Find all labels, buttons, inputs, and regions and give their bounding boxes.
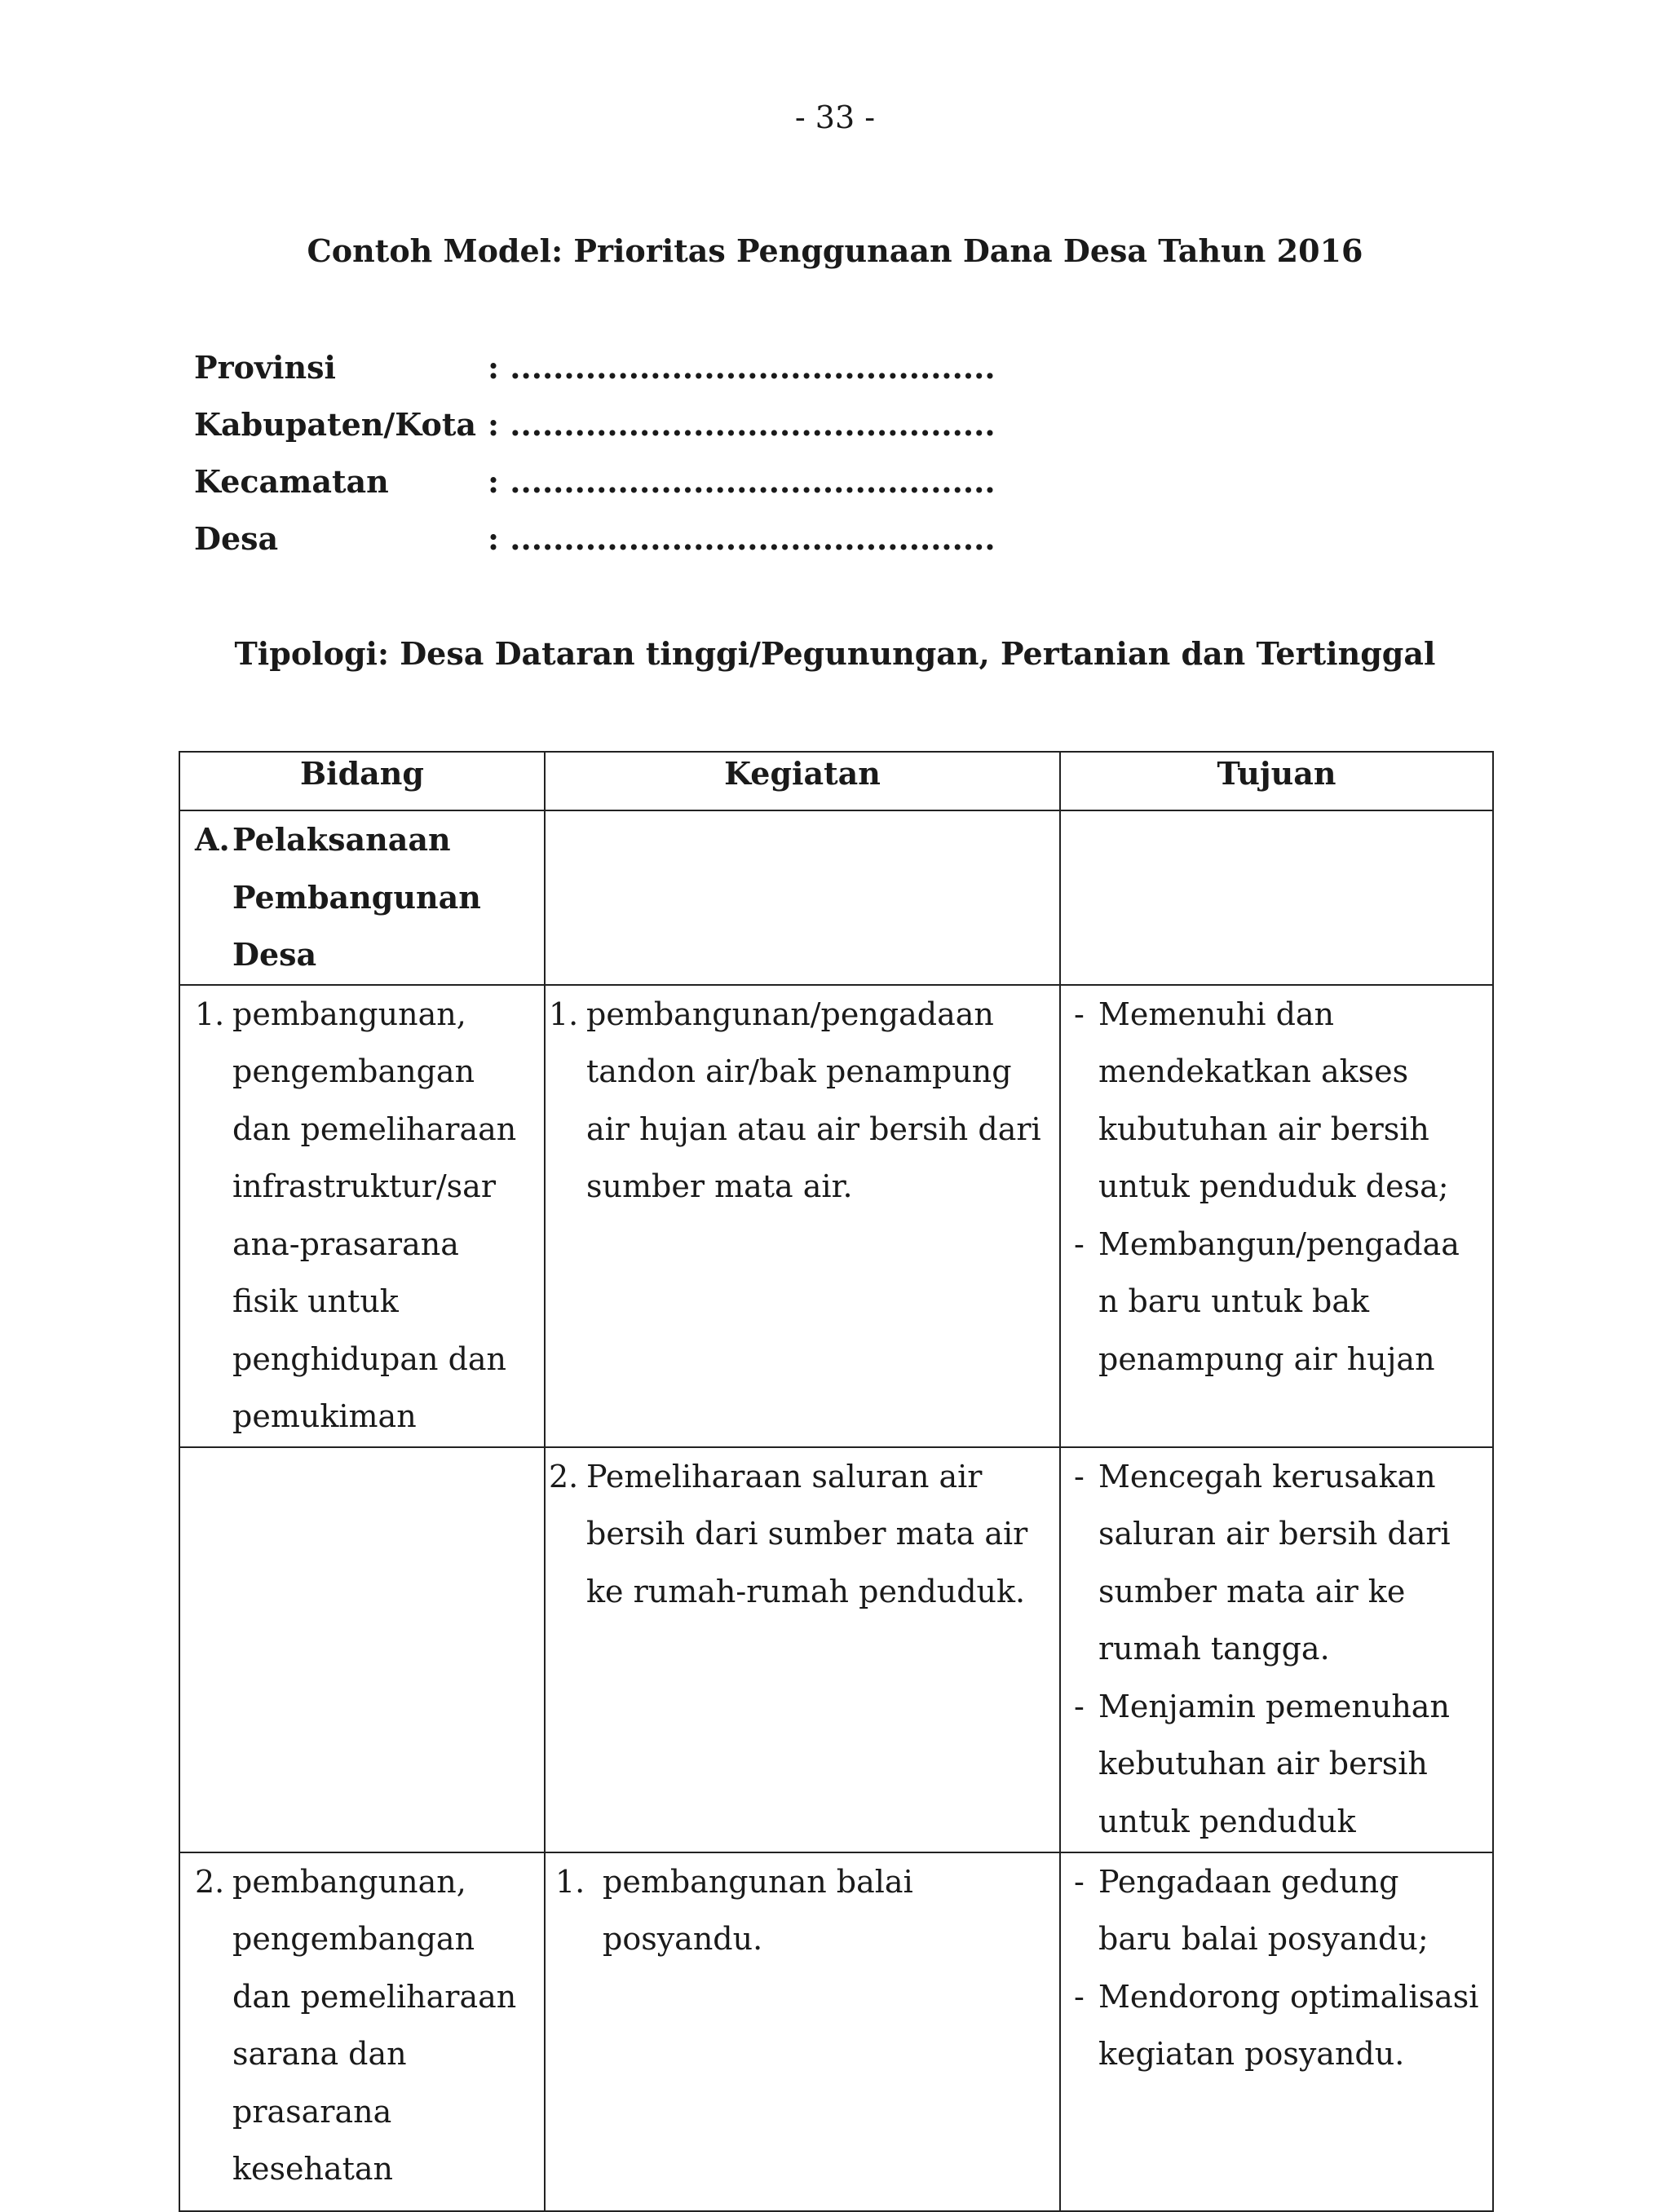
tujuan-cell (1060, 1447, 1493, 1852)
dash-marker: - (1074, 1863, 1085, 1900)
column-header-bidang: Bidang (179, 752, 545, 810)
table-header-row (179, 752, 1493, 810)
section-letter: A. (195, 821, 230, 858)
bidang-cell (179, 1447, 545, 1852)
kegiatan-cell (545, 1852, 1060, 2211)
tujuan-text: Membangun/pengadaa n baru untuk bak penampung air hujan (1098, 1225, 1460, 1377)
table-row (179, 1852, 1493, 2211)
item-number: 1. (555, 1863, 585, 1900)
kegiatan-cell (545, 810, 1060, 985)
document-title: Contoh Model: Prioritas Penggunaan Dana Desa Tahun 2016 (307, 232, 1363, 269)
field-label: Provinsi (194, 349, 336, 386)
kegiatan-cell (545, 985, 1060, 1447)
field-label: Kabupaten/Kota (194, 406, 476, 443)
tujuan-cell (1060, 985, 1493, 1447)
field-value: : ............................................. (488, 463, 996, 500)
page-number: - 33 - (794, 99, 876, 135)
field-label: Desa (194, 520, 279, 557)
table-row (179, 985, 1493, 1447)
tujuan-item (1074, 1216, 1479, 1389)
dash-marker: - (1074, 1225, 1085, 1262)
column-header-kegiatan: Kegiatan (545, 752, 1060, 810)
kegiatan-text: pembangunan/pengadaan tandon air/bak penampung air hujan atau air bersih dari sumber mata air. (586, 996, 1041, 1204)
column-header-tujuan: Tujuan (1060, 752, 1493, 810)
tujuan-item (1074, 1448, 1479, 1678)
dash-marker: - (1074, 1978, 1085, 2015)
item-number: 2. (195, 1863, 225, 1900)
tujuan-text: Mendorong optimalisasi kegiatan posyandu. (1098, 1978, 1479, 2072)
item-number: 2. (549, 1458, 579, 1495)
field-value: : ............................................. (488, 520, 996, 557)
section-label: Pelaksanaan Pembangunan Desa (232, 821, 481, 973)
kegiatan-item (555, 1853, 1046, 1968)
bidang-text: pembangunan, pengembangan dan pemeliharaan sarana dan prasarana kesehatan (232, 1863, 517, 2187)
priority-table (179, 751, 1494, 2212)
table-row (179, 1447, 1493, 1852)
kegiatan-cell (545, 1447, 1060, 1852)
tujuan-item (1074, 1968, 1479, 2083)
item-number: 1. (549, 996, 579, 1032)
kegiatan-item (549, 986, 1046, 1216)
bidang-cell (179, 810, 545, 985)
tujuan-item (1074, 986, 1479, 1216)
dash-marker: - (1074, 1688, 1085, 1724)
dash-marker: - (1074, 1458, 1085, 1495)
tujuan-cell (1060, 1852, 1493, 2211)
dash-marker: - (1074, 996, 1085, 1032)
tujuan-text: Memenuhi dan mendekatkan akses kubutuhan air bersih untuk penduduk desa; (1098, 996, 1449, 1204)
kegiatan-text: Pemeliharaan saluran air bersih dari sumber mata air ke rumah-rumah penduduk. (586, 1458, 1028, 1609)
bidang-cell (179, 1852, 545, 2211)
tujuan-text: Menjamin pemenuhan kebutuhan air bersih untuk penduduk (1098, 1688, 1450, 1839)
tujuan-text: Mencegah kerusakan saluran air bersih dari sumber mata air ke rumah tangga. (1098, 1458, 1451, 1667)
kegiatan-text: pembangunan balai posyandu. (603, 1863, 913, 1957)
bidang-cell (179, 985, 545, 1447)
tujuan-cell (1060, 810, 1493, 985)
table-row-section-a (179, 810, 1493, 985)
bidang-item (195, 1853, 531, 2198)
tujuan-item (1074, 1853, 1479, 1968)
typology-subtitle: Tipologi: Desa Dataran tinggi/Pegunungan, Pertanian dan Tertinggal (234, 635, 1436, 672)
bidang-item (195, 986, 531, 1446)
kegiatan-item (549, 1448, 1046, 1621)
field-value: : ............................................. (488, 406, 996, 443)
tujuan-text: Pengadaan gedung baru balai posyandu; (1098, 1863, 1429, 1957)
field-value: : ............................................. (488, 349, 996, 386)
tujuan-item (1074, 1678, 1479, 1851)
field-label: Kecamatan (194, 463, 389, 500)
section-heading (195, 811, 531, 984)
bidang-text: pembangunan, pengembangan dan pemeliharaan infrastruktur/sar ana-prasarana fisik untuk penghidupan dan pemukiman (232, 996, 517, 1434)
item-number: 1. (195, 996, 225, 1032)
